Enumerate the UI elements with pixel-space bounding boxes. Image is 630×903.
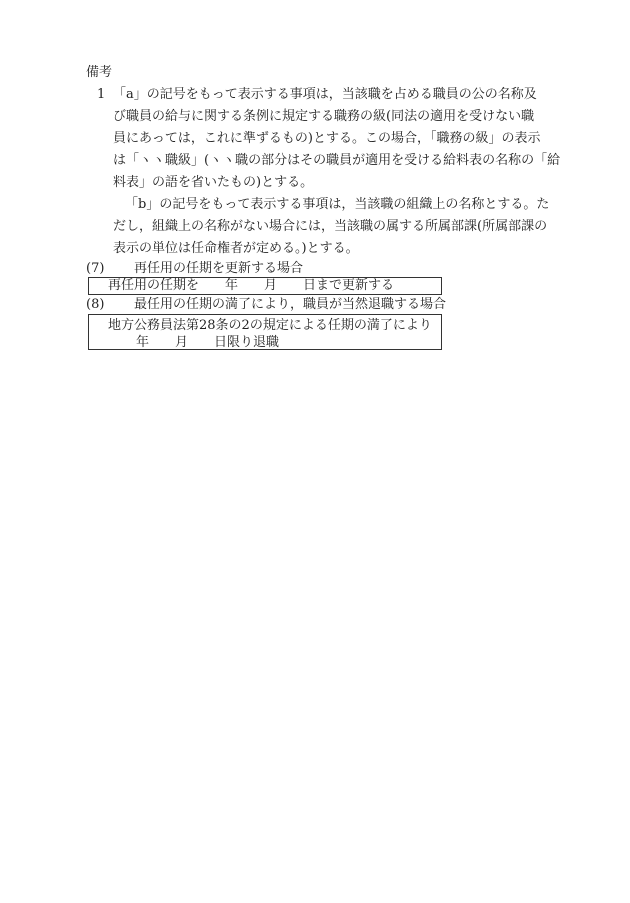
section7-box bbox=[88, 277, 442, 295]
section7-box-text: 再任用の任期を 年 月 日まで更新する bbox=[108, 278, 395, 293]
paragraph-a-line: び職員の給与に関する条例に規定する職務の級(同法の適用を受けない職 bbox=[113, 109, 535, 124]
paragraph-a-line: は「ヽヽ職級」(ヽヽ職の部分はその職員が適用を受ける給料表の名称の「給 bbox=[113, 153, 561, 168]
section7-title: 再任用の任期を更新する場合 bbox=[134, 261, 304, 276]
section8-box bbox=[88, 314, 442, 350]
section7-number: (7) bbox=[86, 261, 105, 276]
paragraph-a-line: 「a」の記号をもって表示する事項は，当該職を占める職員の公の名称及 bbox=[113, 87, 537, 102]
paragraph-a-line: 員にあっては，これに準ずるもの)とする。この場合，「職務の級」の表示 bbox=[113, 131, 541, 146]
section8-number: (8) bbox=[86, 297, 105, 312]
notes-heading: 備考 bbox=[86, 65, 113, 80]
paragraph-a-line: 料表」の語を省いたもの)とする。 bbox=[113, 175, 314, 190]
section8-title: 最任用の任期の満了により，職員が当然退職する場合 bbox=[134, 297, 447, 312]
paragraph-b-line: 表示の単位は任命権者が定める。)とする。 bbox=[113, 241, 359, 256]
section8-box-line1: 地方公務員法第28条の2の規定による任期の満了により bbox=[108, 318, 432, 333]
section8-box-line2: 年 月 日限り退職 bbox=[136, 335, 280, 350]
paragraph-b-line: 「b」の記号をもって表示する事項は，当該職の組織上の名称とする。た bbox=[125, 197, 550, 212]
paragraph-b-line: だし，組織上の名称がない場合には，当該職の属する所属部課(所属部課の bbox=[113, 219, 548, 234]
item-number: 1 bbox=[97, 87, 106, 102]
